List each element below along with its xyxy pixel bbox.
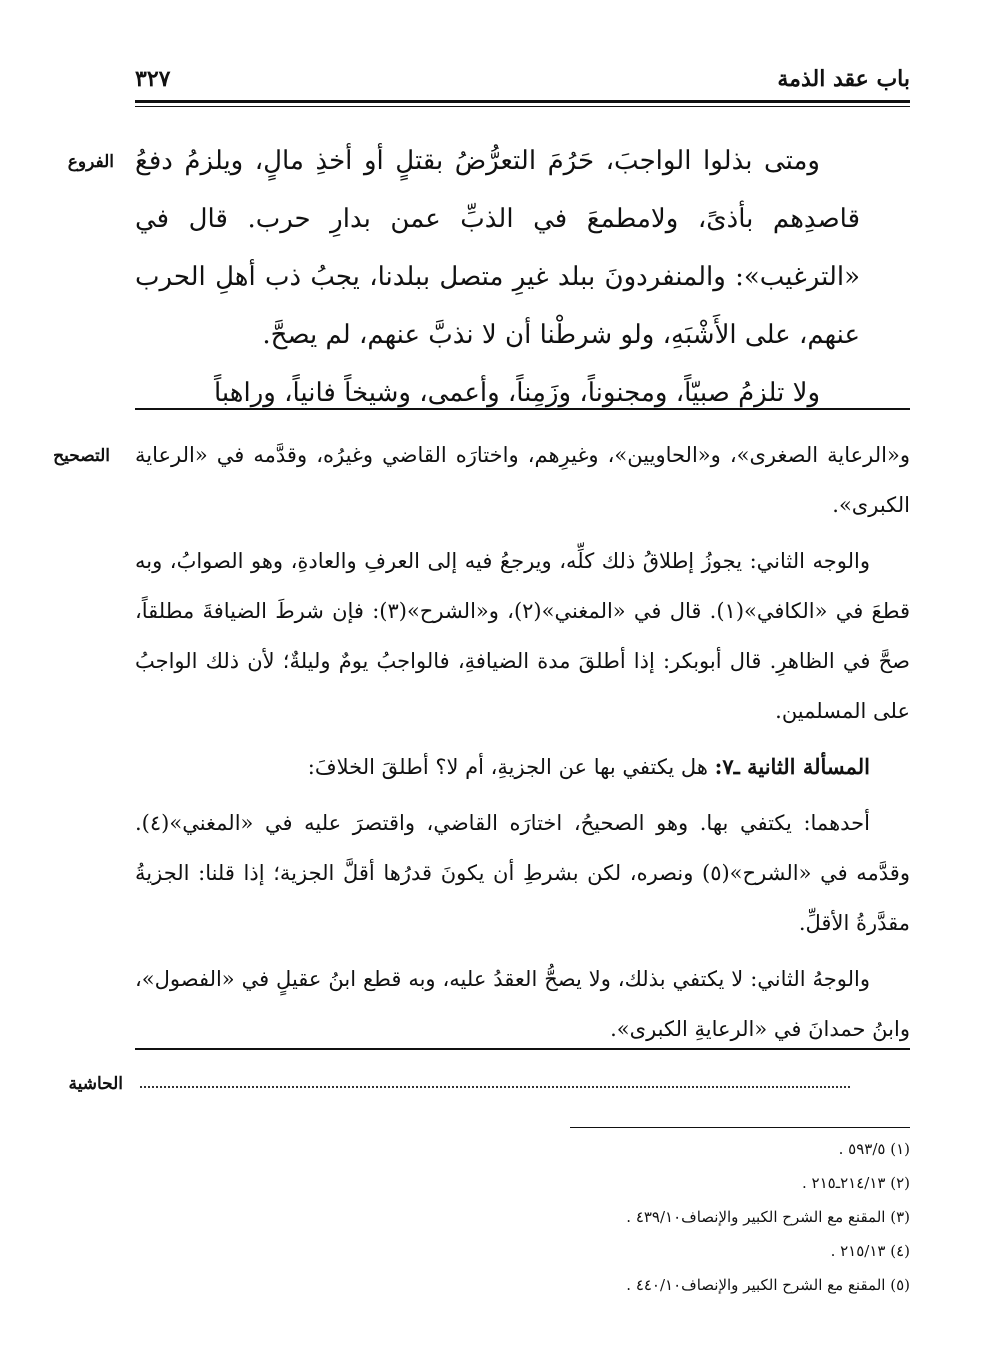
header-rule-thick [135, 100, 910, 103]
footnote: (٢) ٢١٤/١٣ـ٢١٥ . [801, 1174, 910, 1192]
tashih-text [135, 430, 910, 1060]
footnotes [135, 1132, 910, 1302]
running-header [135, 58, 910, 98]
tashih-issue-paragraph [135, 742, 910, 792]
section-divider [135, 408, 910, 410]
footnote-rule [570, 1127, 910, 1128]
main-paragraph: ولا تلزمُ صبيّاً، ومجنوناً، وزَمِناً، وأعمى، وشيخاً فانياً، وراهباً [214, 378, 820, 408]
issue-text: هل يكتفي بها عن الجزيةِ، أم لا؟ أطلقَ الخلافَ: [307, 755, 715, 779]
footnote: (٤) ٢١٥/١٣ . [830, 1242, 910, 1260]
footnote: (٥) المقنع مع الشرح الكبير والإنصاف٤٤٠/١٠ . [626, 1276, 910, 1294]
dotted-line [140, 1086, 850, 1088]
issue-label: المسألة الثانية ـ٧: [714, 754, 870, 779]
chapter-title: باب عقد الذمة [777, 66, 910, 92]
tashih-paragraph: و«الرعاية الصغرى»، و«الحاويين»، وغيرِهم، واختارَه القاضي وغيرُه، وقدَّمه في «الرعاية الكبرى». [135, 443, 910, 517]
tashih-paragraph: أحدهما: يكتفي بها. وهو الصحيحُ، اختارَه القاضي، واقتصرَ عليه في «المغني»(٤). وقدَّمه في «الشرح»(٥) ونصره، لكن بشرطِ أن يكونَ قدرُها أقلَّ الجزية؛ إذا قلنا: الجزيةُ مقدَّرةُ الأقلِّ. [135, 811, 910, 935]
side-label-hashiya: الحاشية [68, 1074, 123, 1094]
footnote: (١) ٥٩٣/٥ . [838, 1140, 910, 1158]
tashih-paragraph: والوجهُ الثاني: لا يكتفي بذلك، ولا يصحُّ العقدُ عليه، وبه قطع ابنُ عقيلٍ في «الفصول»، وابنُ حمدانَ في «الرعايةِ الكبرى». [135, 967, 910, 1041]
side-label-furu: الفروع [67, 152, 114, 172]
footnote: (٣) المقنع مع الشرح الكبير والإنصاف٤٣٩/١٠ . [626, 1208, 910, 1226]
side-label-tashih: التصحيح [53, 446, 110, 466]
main-paragraph: ومتى بذلوا الواجبَ، حَرُمَ التعرُّضُ بقتلٍ أو أخذِ مالٍ، ويلزمُ دفعُ قاصدِهم بأذىً، ولامطمعَ في الذبِّ عمن بدارِ حرب. قال في «الترغيب»: والمنفردونَ ببلد غيرِ متصل ببلدنا، يجبُ ذب أهلِ الحرب عنهم، على الأَشْبَهِ، ولو شرطْنا أن لا نذبَّ عنهم، لم يصحَّ. [135, 146, 860, 350]
page-number: ٣٢٧ [135, 66, 171, 92]
header-rule-thin [135, 106, 910, 107]
main-text [135, 132, 860, 422]
tashih-paragraph: والوجه الثاني: يجوزُ إطلاقُ ذلك كلِّه، ويرجعُ فيه إلى العرفِ والعادةِ، وهو الصوابُ، وبه قطعَ في «الكافي»(١). قال في «المغني»(٢)، و«الشرح»(٣): فإن شرطَ الضيافةَ مطلقاً، صحَّ في الظاهرِ. قال أبوبكر: إذا أطلقَ مدة الضيافةِ، فالواجبُ يومٌ وليلةٌ؛ لأن ذلك الواجبُ على المسلمين. [135, 549, 910, 723]
section-divider [135, 1048, 910, 1050]
